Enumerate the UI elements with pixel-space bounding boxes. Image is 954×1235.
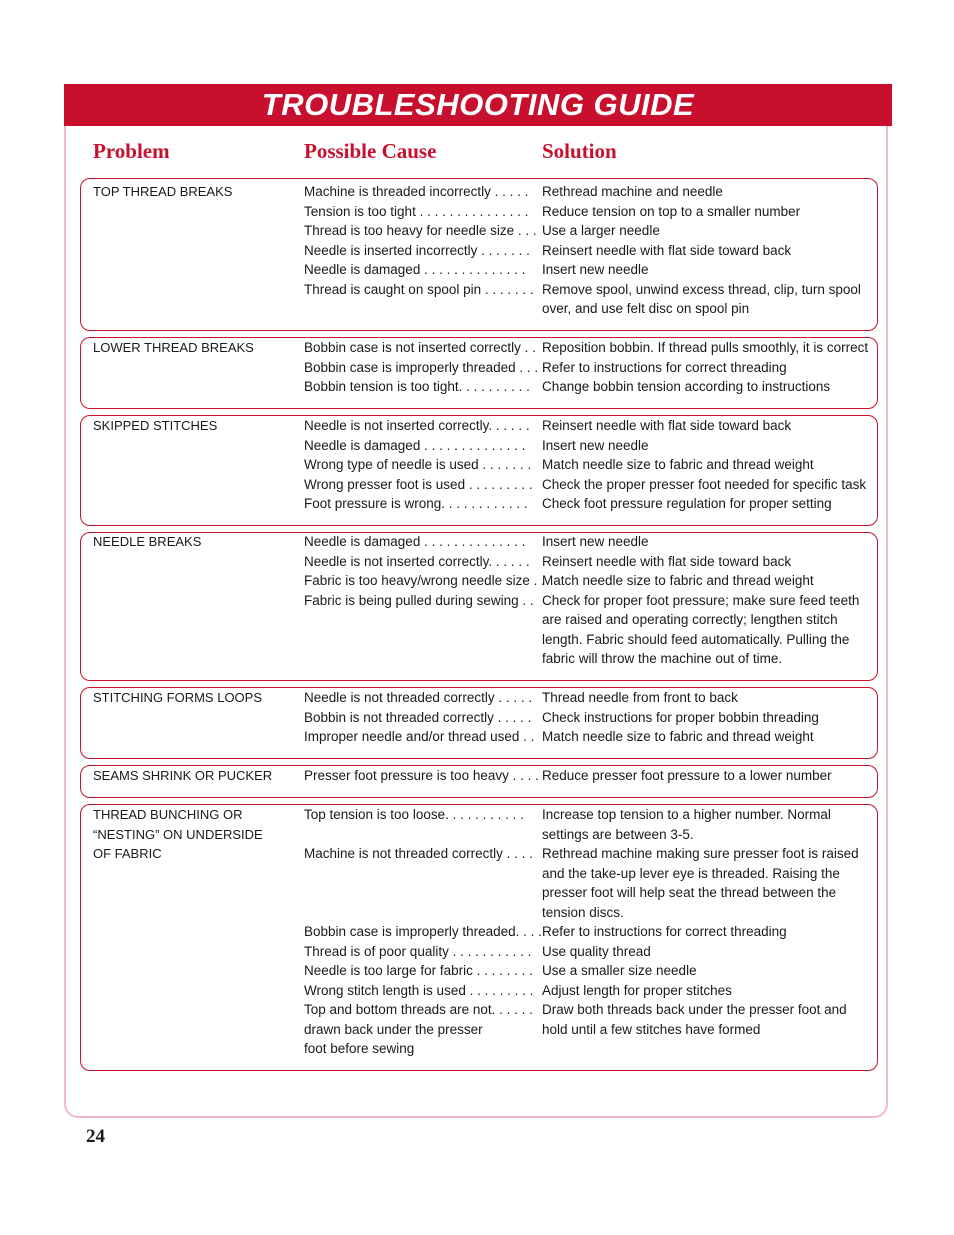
- cause-text: Needle is too large for fabric . . . . . . . .: [304, 963, 533, 978]
- cause-text: Fabric is too heavy/wrong needle size . .: [304, 573, 545, 588]
- solution-text: and the take-up lever eye is threaded. Raising the: [542, 865, 840, 881]
- cause-text: Needle is damaged . . . . . . . . . . . . . .: [304, 262, 526, 277]
- solution-text: fabric will throw the machine out of time.: [542, 651, 783, 666]
- solution-text: over, and use felt disc on spool pin: [542, 301, 750, 316]
- cause-text: Machine is not threaded correctly . . . .: [304, 846, 533, 861]
- problem-label: TOP THREAD BREAKS: [93, 184, 233, 199]
- cause-text: Thread is too heavy for needle size . . .: [304, 223, 537, 238]
- header-solution: Solution: [542, 139, 617, 163]
- solution-text: Refer to instructions for correct threading: [542, 359, 787, 375]
- cause-text: Foot pressure is wrong. . . . . . . . . . . .: [304, 496, 528, 511]
- solution-text: Match needle size to fabric and thread weight: [542, 573, 814, 588]
- solution-text: Check foot pressure regulation for proper setting: [542, 496, 832, 511]
- cause-text: Bobbin tension is too tight. . . . . . . . . .: [304, 379, 530, 394]
- cause-text: Bobbin case is not inserted correctly . .: [304, 340, 536, 355]
- solution-text: tension discs.: [542, 904, 624, 920]
- cause-text: drawn back under the presser: [304, 1021, 483, 1037]
- solution-text: Rethread machine making sure presser foot is raised: [542, 846, 859, 861]
- cause-text: Top tension is too loose. . . . . . . . . . .: [304, 807, 524, 822]
- header-problem: Problem: [93, 139, 170, 163]
- cause-text: foot before sewing: [304, 1041, 415, 1056]
- solution-text: settings are between 3-5.: [542, 826, 694, 842]
- solution-text: Insert new needle: [542, 437, 649, 453]
- page-title: TROUBLESHOOTING GUIDE: [261, 87, 695, 122]
- cause-text: Fabric is being pulled during sewing . .: [304, 592, 534, 608]
- title-banner: [64, 84, 892, 126]
- cause-text: Needle is not inserted correctly. . . . . .: [304, 418, 530, 433]
- solution-text: Check for proper foot pressure; make sure feed teeth: [542, 592, 860, 608]
- solution-text: Match needle size to fabric and thread weight: [542, 457, 814, 472]
- cause-text: Machine is threaded incorrectly . . . . .: [304, 184, 529, 199]
- cause-text: Needle is not threaded correctly . . . . .: [304, 690, 533, 705]
- solution-text: Reinsert needle with flat side toward back: [542, 242, 792, 258]
- problem-label: SEAMS SHRINK OR PUCKER: [93, 768, 273, 783]
- problem-label: NEEDLE BREAKS: [93, 534, 202, 549]
- solution-text: Remove spool, unwind excess thread, clip, turn spool: [542, 281, 861, 297]
- problem-label: OF FABRIC: [93, 846, 162, 861]
- cause-text: Needle is inserted incorrectly . . . . . . .: [304, 242, 530, 258]
- cause-text: Bobbin case is improperly threaded . . . .: [304, 359, 546, 375]
- solution-text: hold until a few stitches have formed: [542, 1021, 761, 1037]
- problem-label: SKIPPED STITCHES: [93, 418, 218, 433]
- problem-label: STITCHING FORMS LOOPS: [93, 690, 263, 705]
- problem-label: THREAD BUNCHING OR: [93, 807, 243, 822]
- solution-text: Use a larger needle: [542, 223, 660, 238]
- solution-text: Adjust length for proper stitches: [542, 982, 732, 998]
- solution-text: Check instructions for proper bobbin threading: [542, 709, 819, 725]
- cause-text: Thread is of poor quality . . . . . . . . . . .: [304, 943, 532, 959]
- solution-text: Reduce tension on top to a smaller number: [542, 203, 801, 219]
- cause-text: Thread is caught on spool pin . . . . . . .: [304, 281, 534, 297]
- solution-text: presser foot will help seat the thread between the: [542, 885, 837, 900]
- cause-text: Needle is damaged . . . . . . . . . . . . . .: [304, 534, 526, 549]
- cause-text: Improper needle and/or thread used . .: [304, 729, 535, 744]
- problem-label: “NESTING” ON UNDERSIDE: [93, 826, 263, 842]
- problem-label: LOWER THREAD BREAKS: [93, 340, 254, 355]
- cause-text: Wrong stitch length is used . . . . . . . . .: [304, 982, 534, 998]
- solution-text: Reinsert needle with flat side toward back: [542, 418, 792, 433]
- page-number: 24: [86, 1126, 105, 1147]
- cause-text: Wrong presser foot is used . . . . . . . . .: [304, 476, 533, 492]
- solution-text: Draw both threads back under the presser foot and: [542, 1002, 847, 1017]
- solution-text: Rethread machine and needle: [542, 184, 723, 199]
- header-possible-cause: Possible Cause: [304, 139, 437, 163]
- solution-text: Use quality thread: [542, 943, 651, 959]
- cause-text: Needle is damaged . . . . . . . . . . . . . .: [304, 437, 526, 453]
- solution-text: are raised and operating correctly; lengthen stitch: [542, 612, 838, 627]
- cause-text: Bobbin case is improperly threaded. . . .: [304, 924, 542, 939]
- solution-text: length. Fabric should feed automatically. Pulling the: [542, 631, 850, 647]
- solution-text: Reinsert needle with flat side toward back: [542, 553, 792, 569]
- solution-text: Check the proper presser foot needed for specific task: [542, 476, 867, 492]
- cause-text: Top and bottom threads are not. . . . . .: [304, 1002, 533, 1017]
- solution-text: Insert new needle: [542, 534, 649, 549]
- cause-text: Tension is too tight . . . . . . . . . . . . . . .: [304, 203, 529, 219]
- cause-text: Wrong type of needle is used . . . . . . .: [304, 457, 532, 472]
- solution-text: Insert new needle: [542, 262, 649, 277]
- cause-text: Bobbin is not threaded correctly . . . . .: [304, 709, 532, 725]
- solution-text: Reduce presser foot pressure to a lower number: [542, 768, 832, 783]
- solution-text: Use a smaller size needle: [542, 963, 697, 978]
- solution-text: Match needle size to fabric and thread weight: [542, 729, 814, 744]
- cause-text: Presser foot pressure is too heavy . . . .: [304, 768, 539, 783]
- solution-text: Refer to instructions for correct threading: [542, 924, 787, 939]
- solution-text: Thread needle from front to back: [542, 690, 738, 705]
- solution-text: Change bobbin tension according to instructions: [542, 379, 831, 394]
- solution-text: Reposition bobbin. If thread pulls smoothly, it is correct: [542, 340, 869, 355]
- solution-text: Increase top tension to a higher number. Normal: [542, 807, 831, 822]
- cause-text: Needle is not inserted correctly. . . . . .: [304, 553, 530, 569]
